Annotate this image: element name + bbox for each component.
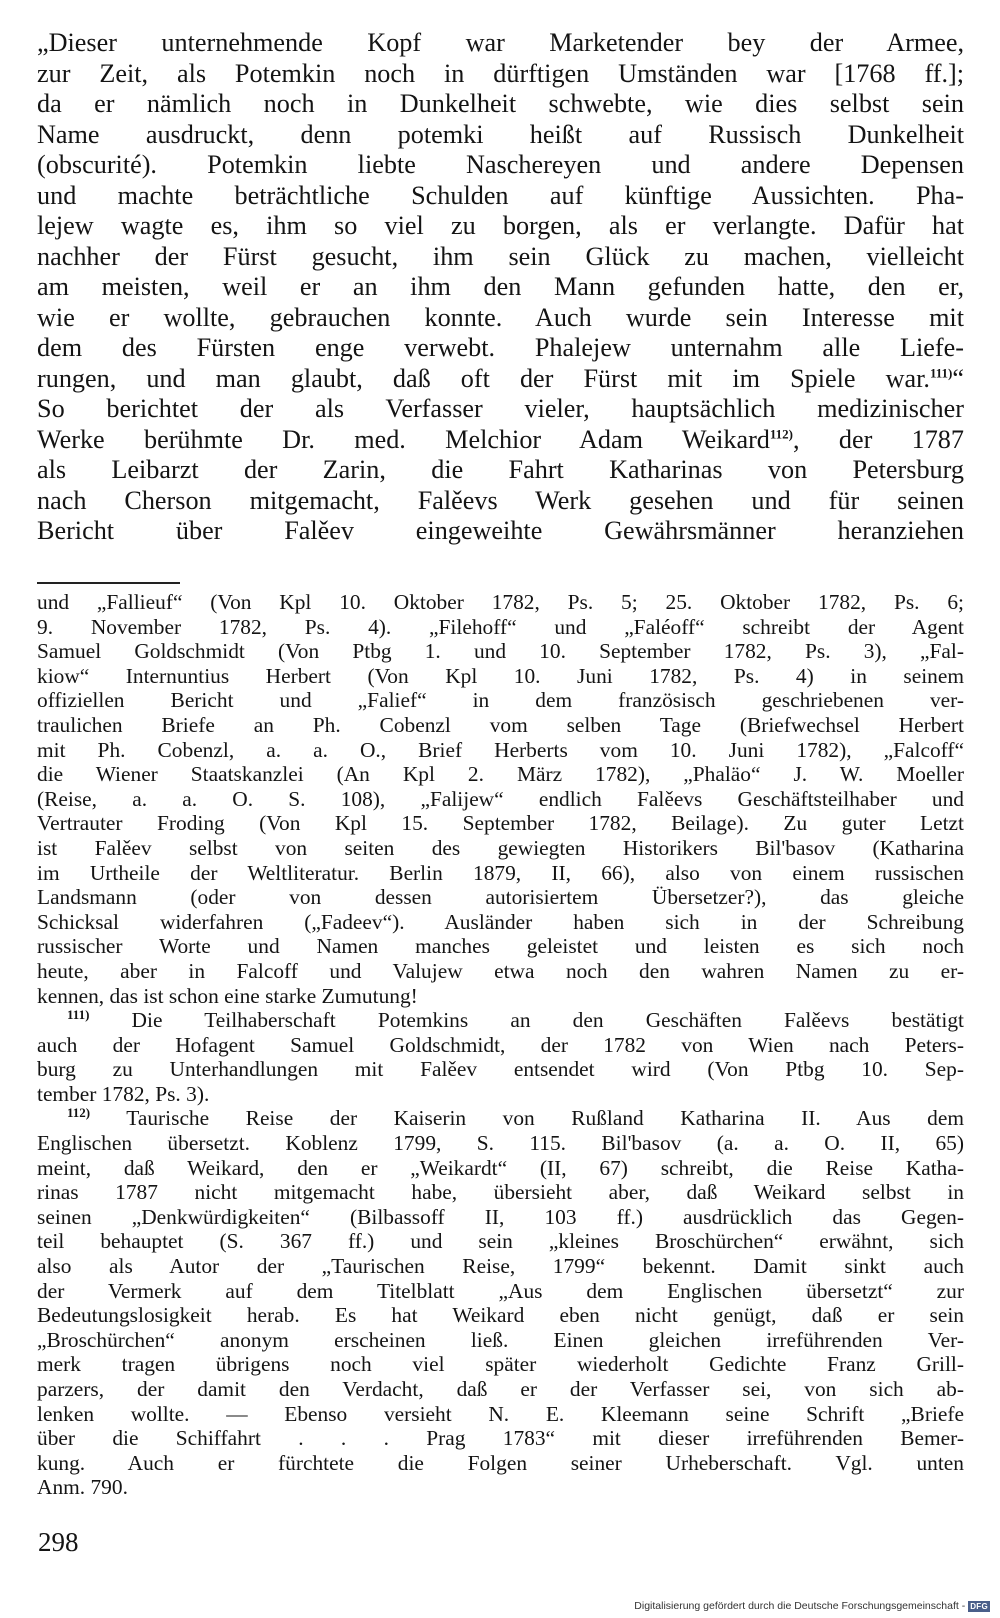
fn111-line: auch der Hofagent Samuel Goldschmidt, der 1782 von Wien nach Peters-: [37, 1032, 964, 1057]
fn112-line: der Vermerk auf dem Titelblatt „Aus dem Englischen übersetzt“ zur: [37, 1278, 964, 1303]
fn-cont-line: kennen, das ist schon eine starke Zumutung!: [37, 983, 418, 1008]
fn-cont-line: heute, aber in Falcoff und Valujew etwa noch den wahren Namen zu er-: [37, 958, 964, 983]
main-line-5: (obscurité). Potemkin liebte Naschereyen und andere Depensen: [37, 150, 964, 179]
main-line-12: [37, 364, 964, 395]
fn111-line: burg zu Unterhandlungen mit Falěev entsendet wird (Von Ptbg 10. Sep-: [37, 1057, 964, 1082]
fn112-line: Anm. 790.: [37, 1475, 128, 1500]
fn-cont-line: offiziellen Bericht und „Falief“ in dem französisch geschriebenen ver-: [37, 688, 964, 713]
main-line-17: Bericht über Falěev eingeweihte Gewährsmänner heranziehen: [37, 516, 964, 545]
fn112-line-1-text: Taurische Reise der Kaiserin von Rußland Katharina II. Aus dem: [90, 1106, 964, 1131]
main-line-10: wie er wollte, gebrauchen konnte. Auch wurde sein Interesse mit: [37, 302, 964, 332]
fn112-line: meint, daß Weikard, den er „Weikardt“ (II, 67) schreibt, die Reise Katha-: [37, 1155, 964, 1180]
fn-cont-line: ist Falěev selbst von seiten des gewiegten Historikers Bil'basov (Katharina: [37, 835, 964, 860]
fn-cont-line: die Wiener Staatskanzlei (An Kpl 2. März 1782), „Phaläo“ J. W. Moeller: [37, 762, 964, 787]
footnote-marker-112: 112): [67, 1105, 91, 1121]
main-line-12-text: rungen, und man glaubt, daß oft der Fürst mit im Spiele war.: [37, 363, 930, 393]
main-line-7: lejew wagte es, ihm so viel zu borgen, als er verlangte. Dafür hat: [37, 211, 964, 240]
page-number: 298: [38, 1527, 79, 1557]
fn112-line: teil behauptet (S. 367 ff.) und sein „kleines Broschürchen“ erwähnt, sich: [37, 1229, 964, 1254]
fn112-line: also als Autor der „Taurischen Reise, 1799“ bekennt. Damit sinkt auch: [37, 1254, 964, 1279]
main-line-11: dem des Fürsten enge verwebt. Phalejew unternahm alle Liefe-: [37, 333, 964, 362]
closing-quote: “: [952, 363, 964, 393]
fn-cont-line: 9. November 1782, Ps. 4). „Filehoff“ und „Faléoff“ schreibt der Agent: [37, 614, 964, 639]
fn-cont-line: kiow“ Internuntius Herbert (Von Kpl 10. Juni 1782, Ps. 4) in seinem: [37, 663, 964, 688]
fn112-line: seinen „Denkwürdigkeiten“ (Bilbassoff II, 103 ff.) ausdrücklich das Gegen-: [37, 1204, 964, 1229]
fn-cont-line: mit Ph. Cobenzl, a. a. O., Brief Herberts vom 10. Juni 1782), „Falcoff“: [37, 737, 964, 762]
main-line-16: nach Cherson mitgemacht, Falěevs Werk gesehen und für seinen: [37, 485, 964, 515]
fn112-line: „Broschürchen“ anonym erscheinen ließ. Einen gleichen irreführenden Ver-: [37, 1327, 964, 1352]
fn112-line: kung. Auch er fürchtete die Folgen seiner Urheberschaft. Vgl. unten: [37, 1450, 964, 1475]
main-line-13: So berichtet der als Verfasser vieler, hauptsächlich medizinischer: [37, 394, 964, 423]
main-line-4: Name ausdruckt, denn potemki heißt auf Russisch Dunkelheit: [37, 119, 964, 149]
fn-cont-line: (Reise, a. a. O. S. 108), „Falijew“ endlich Falěevs Geschäftsteilhaber und: [37, 786, 964, 811]
footnote-continuation: [37, 590, 964, 1008]
fn-cont-line: Samuel Goldschmidt (Von Ptbg 1. und 10. September 1782, Ps. 3), „Fal-: [37, 639, 964, 664]
fn112-line: parzers, der damit den Verdacht, daß er der Verfasser sei, von sich ab-: [37, 1377, 964, 1401]
main-line-9: am meisten, weil er an ihm den Mann gefunden hatte, den er,: [37, 272, 964, 301]
main-text-block: [37, 28, 964, 547]
fn112-line: über die Schiffahrt . . . Prag 1783“ mit dieser irreführenden Bemer-: [37, 1426, 964, 1451]
footnotes-block: [37, 590, 964, 1500]
fn112-line-1: [37, 1106, 964, 1131]
fn111-line-1-text: Die Teilhaberschaft Potemkins an den Geschäften Falěevs bestätigt: [89, 1008, 964, 1033]
fn-cont-line: Landsmann (oder von dessen autorisiertem Übersetzer?), das gleiche: [37, 885, 964, 910]
fn-cont-line: traulichen Briefe an Ph. Cobenzl vom selben Tage (Briefwechsel Herbert: [37, 712, 964, 737]
fn111-line-1: [37, 1008, 964, 1033]
main-line-14: [37, 425, 964, 456]
main-line-14-tail: , der 1787: [793, 424, 964, 454]
fn-cont-line: Vertrauter Froding (Von Kpl 15. September 1782, Beilage). Zu guter Letzt: [37, 811, 964, 836]
main-line-2: zur Zeit, als Potemkin noch in dürftigen Umständen war [1768 ff.];: [37, 58, 964, 88]
fn112-line: Bedeutungslosigkeit herab. Es hat Weikard eben nicht genügt, daß er sein: [37, 1303, 964, 1328]
fn-cont-line: im Urtheile der Weltliteratur. Berlin 1879, II, 66), also von einem russischen: [37, 860, 964, 885]
fn112-line: merk tragen übrigens noch viel später wiederholt Gedichte Franz Grill-: [37, 1352, 964, 1377]
main-line-15: als Leibarzt der Zarin, die Fahrt Katharinas von Petersburg: [37, 455, 964, 484]
fn111-line: tember 1782, Ps. 3).: [37, 1081, 210, 1106]
fn112-line: lenken wollte. — Ebenso versieht N. E. Kleemann seine Schrift „Briefe: [37, 1401, 964, 1426]
main-line-3: da er nämlich noch in Dunkelheit schwebte, wie dies selbst sein: [37, 89, 964, 118]
fn112-line: Englischen übersetzt. Koblenz 1799, S. 115. Bil'basov (a. a. O. II, 65): [37, 1131, 964, 1156]
main-line-6: und machte beträchtliche Schulden auf künftige Aussichten. Pha-: [37, 180, 964, 210]
fn-cont-line: Schicksal widerfahren („Fadeev“). Ausländer haben sich in der Schreibung: [37, 909, 964, 934]
footnote-ref-111[interactable]: 111): [929, 364, 953, 380]
digitization-credit-text: Digitalisierung gefördert durch die Deutsche Forschungsgemeinschaft -: [634, 1600, 966, 1612]
dfg-logo: DFG: [970, 1601, 988, 1611]
footnote-marker-111: 111): [67, 1006, 90, 1022]
footnote-111: [37, 1008, 964, 1106]
footnote-112: [37, 1106, 964, 1500]
main-line-14-text: Werke berühmte Dr. med. Melchior Adam Weikard: [37, 424, 770, 454]
footnote-separator: [37, 582, 180, 584]
digitization-credit: [634, 1600, 990, 1612]
fn-cont-line: und „Fallieuf“ (Von Kpl 10. Oktober 1782, Ps. 5; 25. Oktober 1782, Ps. 6;: [37, 590, 964, 614]
main-line-1: „Dieser unternehmende Kopf war Marketender bey der Armee,: [37, 28, 964, 57]
footnote-ref-112[interactable]: 112): [769, 425, 794, 441]
main-line-8: nachher der Fürst gesucht, ihm sein Glück zu machen, vielleicht: [37, 241, 964, 271]
fn112-line: rinas 1787 nicht mitgemacht habe, übersieht aber, daß Weikard selbst in: [37, 1180, 964, 1205]
fn-cont-line: russischer Worte und Namen manches geleistet und leisten es sich noch: [37, 934, 964, 959]
